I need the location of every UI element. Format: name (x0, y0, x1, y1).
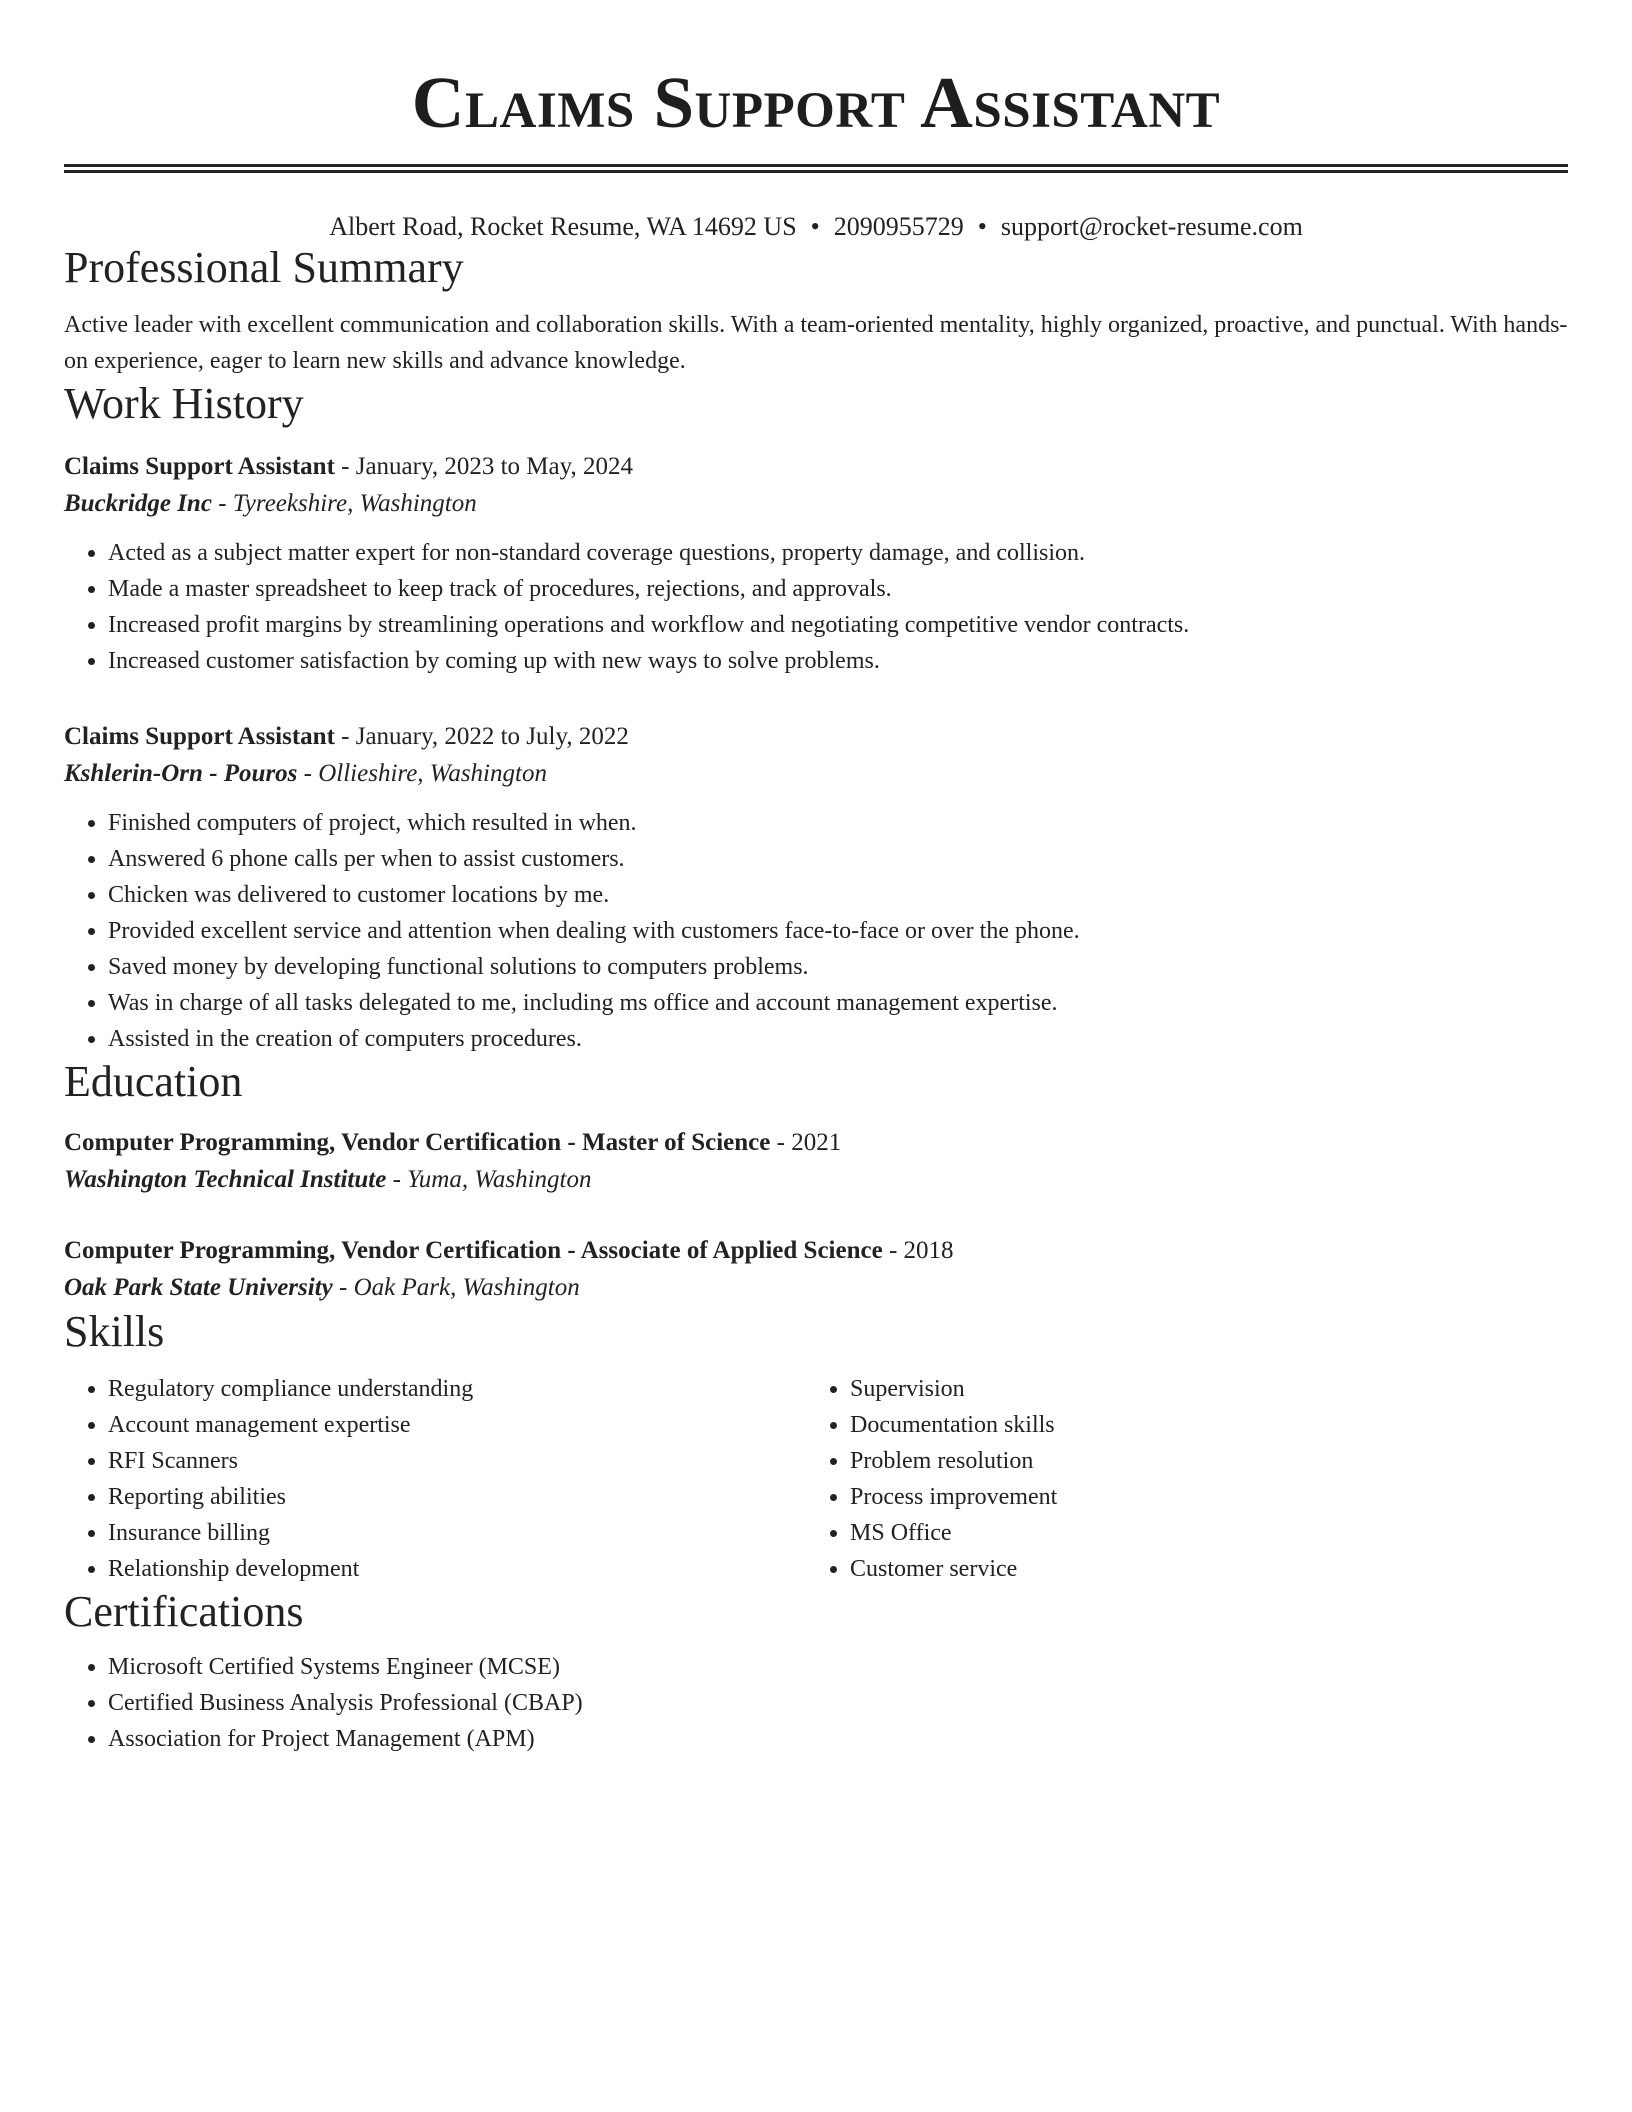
job-company: Kshlerin-Orn - Pouros (64, 760, 298, 787)
job-location: - Ollieshire, Washington (297, 760, 547, 787)
contact-phone: 2090955729 (833, 212, 964, 241)
education-year: - 2021 (770, 1129, 842, 1156)
certification-item: • Microsoft Certified Systems Engineer (MCSE) (108, 1649, 1568, 1685)
job-bullet: • Finished computers of project, which resulted in when. (108, 805, 1568, 841)
job-bullets (64, 805, 1568, 1057)
education-degree: Computer Programming, Vendor Certification - Master of Science (64, 1129, 771, 1156)
job-bullet: • Made a master spreadsheet to keep track of procedures, rejections, and approvals. (108, 571, 1568, 607)
skill-item: • Documentation skills (850, 1407, 1548, 1443)
education-school: Washington Technical Institute (64, 1166, 387, 1193)
skill-item: • Insurance billing (108, 1515, 806, 1551)
job-title-line (64, 449, 1568, 485)
education-school: Oak Park State University (64, 1274, 333, 1301)
job-entry (64, 449, 1568, 679)
job-company-line (64, 755, 1568, 793)
skill-item: • Supervision (850, 1371, 1548, 1407)
education-degree-line (64, 1125, 1568, 1161)
skill-item: • Regulatory compliance understanding (108, 1371, 806, 1407)
skill-item: • Reporting abilities (108, 1479, 806, 1515)
certification-item: • Certified Business Analysis Professional (CBAP) (108, 1685, 1568, 1721)
job-bullet: • Assisted in the creation of computers procedures. (108, 1021, 1568, 1057)
job-bullet: • Provided excellent service and attention when dealing with customers face-to-face or over the phone. (108, 913, 1568, 949)
job-dates: - January, 2023 to May, 2024 (334, 453, 634, 480)
education-entry (64, 1125, 1568, 1199)
contact-address: Albert Road, Rocket Resume, WA 14692 US (329, 212, 797, 241)
education-location: - Oak Park, Washington (332, 1274, 580, 1301)
job-title-line (64, 719, 1568, 755)
skill-item: • Account management expertise (108, 1407, 806, 1443)
job-bullets (64, 535, 1568, 679)
job-bullet: • Acted as a subject matter expert for non-standard coverage questions, property damage, and collision. (108, 535, 1568, 571)
skill-item: • RFI Scanners (108, 1443, 806, 1479)
certification-item: • Association for Project Management (APM) (108, 1721, 1568, 1757)
job-dates: - January, 2022 to July, 2022 (334, 723, 629, 750)
job-bullet: • Was in charge of all tasks delegated to me, including ms office and account management expertise. (108, 985, 1568, 1021)
job-title: Claims Support Assistant (64, 453, 335, 480)
skill-item: • Relationship development (108, 1551, 806, 1587)
job-title: Claims Support Assistant (64, 723, 335, 750)
skill-item: • Customer service (850, 1551, 1548, 1587)
skills-heading: Skills (64, 1307, 165, 1356)
skill-item: • Problem resolution (850, 1443, 1548, 1479)
contact-email: support@rocket-resume.com (1000, 212, 1303, 241)
certifications-heading: Certifications (64, 1587, 304, 1636)
contact-separator: • (810, 212, 820, 241)
skills-grid (64, 1371, 1568, 1587)
education-degree-line (64, 1233, 1568, 1269)
summary-text: Active leader with excellent communication and collaboration skills. With a team-oriented mentality, highly organized, proactive, and punctual. With hands-on experience, eager to learn new skills and advance knowledge. (64, 312, 1568, 374)
education-location: - Yuma, Washington (386, 1166, 592, 1193)
job-location: - Tyreekshire, Washington (211, 490, 477, 517)
skill-item: • MS Office (850, 1515, 1548, 1551)
job-entry (64, 719, 1568, 1057)
education-school-line (64, 1161, 1568, 1199)
title-double-rule (64, 164, 1568, 173)
job-bullet: • Saved money by developing functional solutions to computers problems. (108, 949, 1568, 985)
education-degree: Computer Programming, Vendor Certification - Associate of Applied Science (64, 1237, 883, 1264)
skills-list-right (806, 1371, 1548, 1587)
education-heading: Education (64, 1057, 243, 1106)
education-year: - 2018 (882, 1237, 954, 1264)
education-entry (64, 1233, 1568, 1307)
work-history-heading: Work History (64, 379, 304, 428)
job-bullet: • Increased customer satisfaction by coming up with new ways to solve problems. (108, 643, 1568, 679)
skill-item: • Process improvement (850, 1479, 1548, 1515)
job-bullet: • Chicken was delivered to customer locations by me. (108, 877, 1568, 913)
job-bullet: • Increased profit margins by streamlining operations and workflow and negotiating competitive vendor contracts. (108, 607, 1568, 643)
contact-separator: • (977, 212, 987, 241)
education-school-line (64, 1269, 1568, 1307)
job-company-line (64, 485, 1568, 523)
resume-title: Claims Support Assistant (411, 62, 1221, 143)
certifications-list (64, 1649, 1568, 1757)
job-company: Buckridge Inc (64, 490, 212, 517)
summary-heading: Professional Summary (64, 243, 464, 292)
skills-list-left (64, 1371, 806, 1587)
contact-line (64, 211, 1568, 243)
job-bullet: • Answered 6 phone calls per when to assist customers. (108, 841, 1568, 877)
